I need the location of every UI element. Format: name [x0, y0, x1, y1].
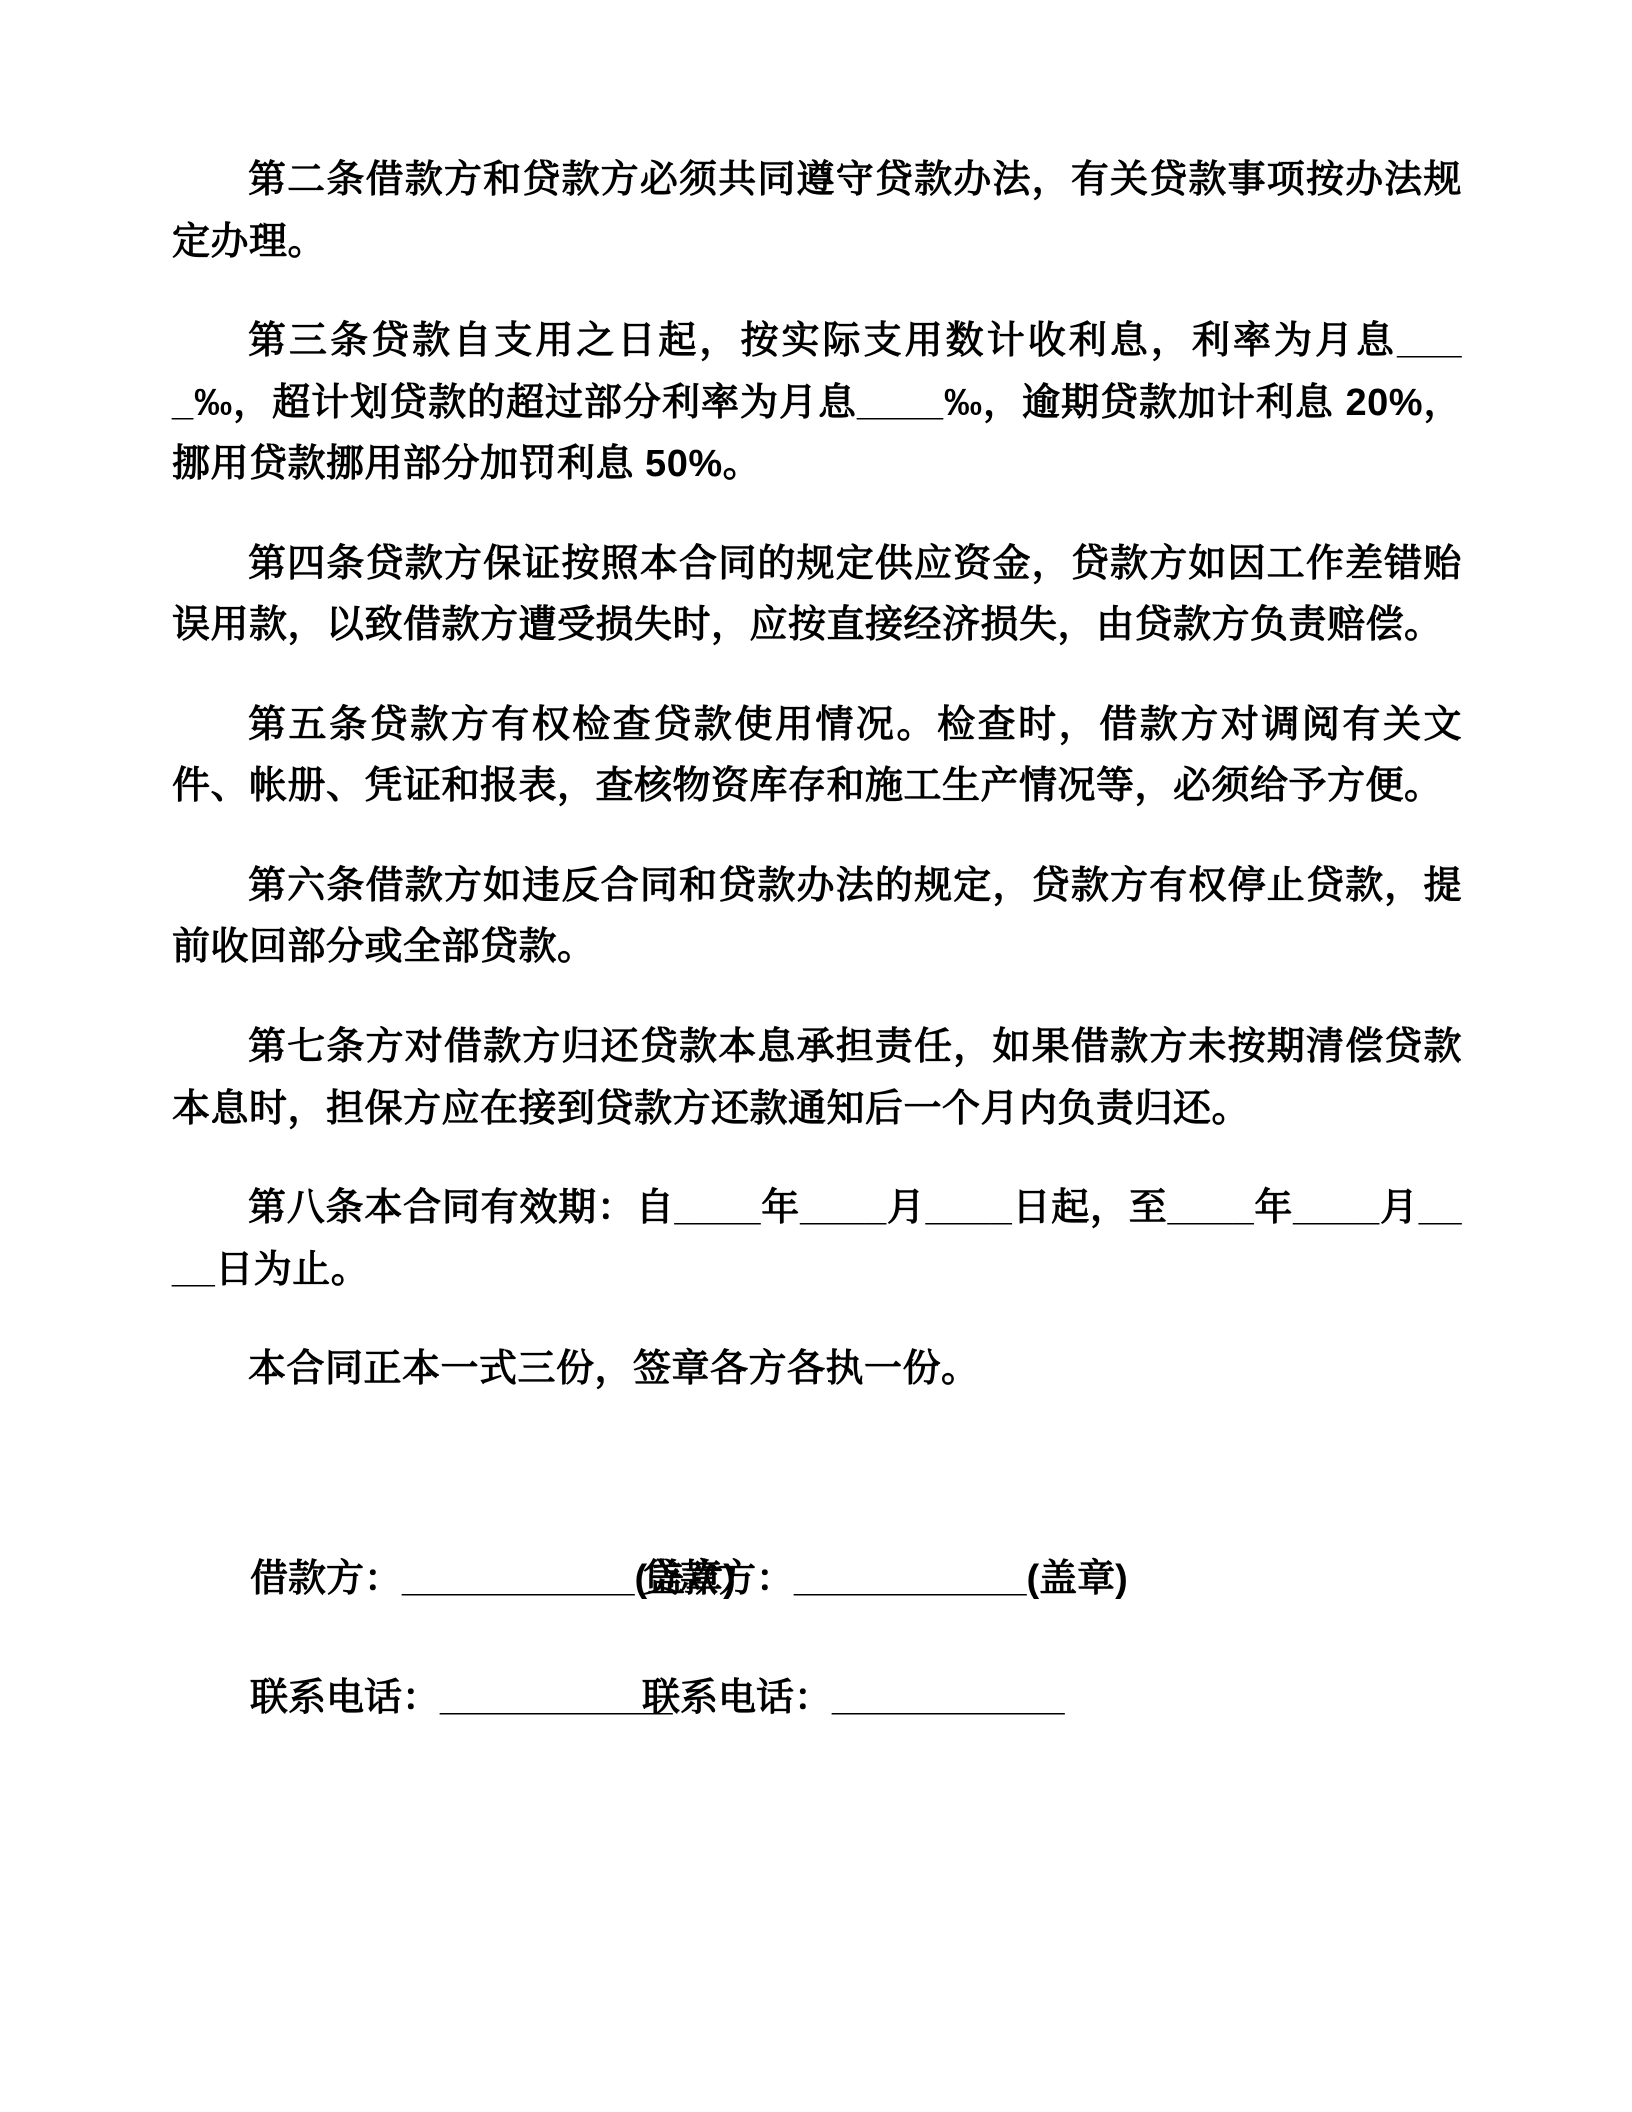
- lender-phone-label: 联系电话：___________: [642, 1676, 1065, 1719]
- clause-paragraph-4: 第四条贷款方保证按照本合同的规定供应资金，贷款方如因工作差错贻误用款，以致借款方遭受损失时，应按直接经济损失，由贷款方负责赔偿。: [172, 542, 1462, 647]
- signature-row-phones: [172, 1670, 1462, 1727]
- borrower-phone-label: 联系电话：___________: [250, 1676, 673, 1719]
- lender-signature-label: 贷款方：___________(盖章): [642, 1557, 1128, 1600]
- clause-paragraph-5: 第五条贷款方有权检查贷款使用情况。检查时，借款方对调阅有关文件、帐册、凭证和报表，查核物资库存和施工生产情况等，必须给予方便。: [172, 703, 1462, 808]
- document-body: [172, 150, 1462, 1727]
- closing-statement: 本合同正本一式三份，签章各方各执一份。: [248, 1348, 980, 1391]
- clause-paragraph-6: 第六条借款方如违反合同和贷款办法的规定，贷款方有权停止贷款，提前收回部分或全部贷款。: [172, 864, 1462, 969]
- clause-paragraph-2: 第二条借款方和贷款方必须共同遵守贷款办法，有关贷款事项按办法规定办理。: [172, 159, 1462, 263]
- signature-block: [172, 1551, 1462, 1727]
- clause-paragraph-7: 第七条方对借款方归还贷款本息承担责任，如果借款方未按期清偿贷款本息时，担保方应在接到贷款方还款通知后一个月内负责归还。: [172, 1026, 1462, 1130]
- clause-paragraph-8: 第八条本合同有效期：自____年____月____日起，至____年____月____日为止。: [172, 1187, 1462, 1291]
- signature-row-parties: [172, 1551, 1462, 1608]
- clause-paragraph-3: 第三条贷款自支用之日起，按实际支用数计收利息，利率为月息____‰，超计划贷款的超过部分利率为月息____‰，逾期贷款加计利息 20%，挪用贷款挪用部分加罚利息 50%。: [172, 320, 1462, 486]
- borrower-signature-label: 借款方：___________(盖章): [250, 1557, 736, 1600]
